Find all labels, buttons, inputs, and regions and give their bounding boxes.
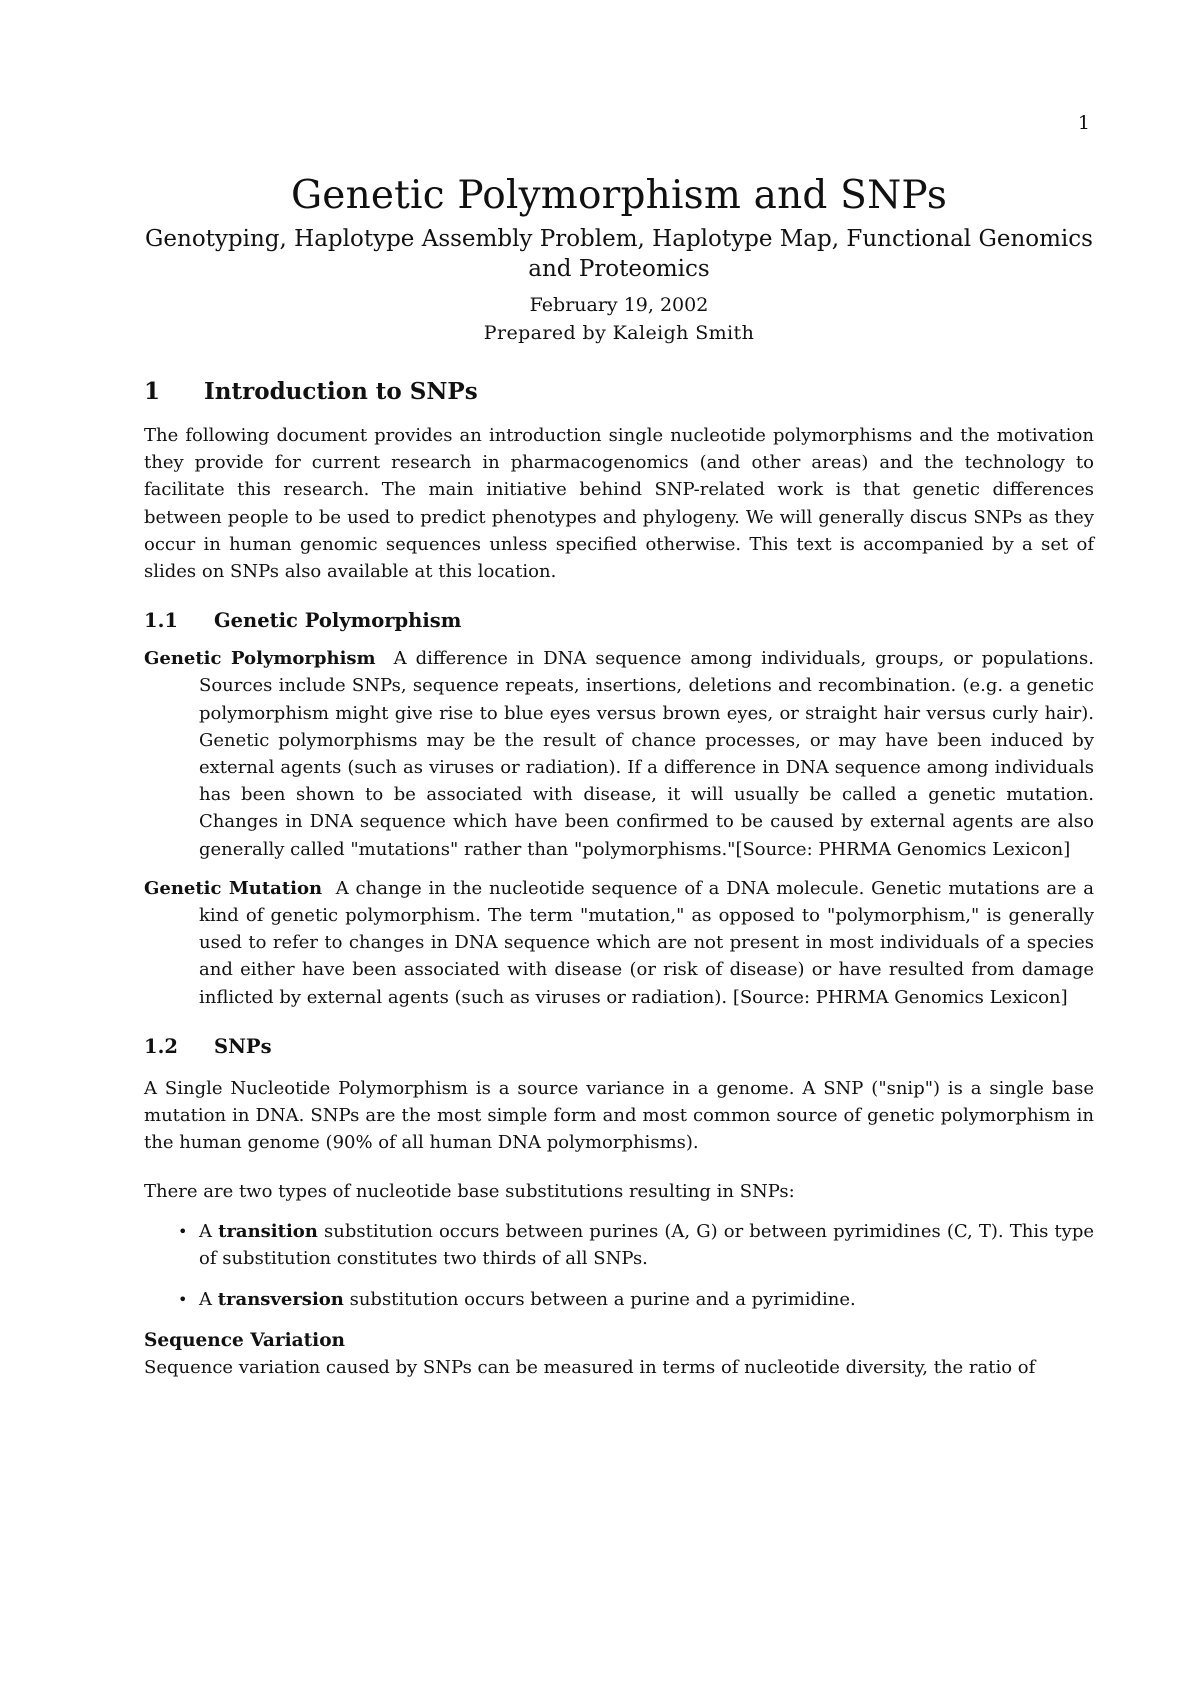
section-1-1-heading [144,607,1094,635]
definition-item [144,875,1094,1011]
page-number: 1 [1077,112,1090,134]
definition-text: A change in the nucleotide sequence of a DNA molecule. Genetic mutations are a kind of genetic polymorphism. The term "mutation," as opposed to "polymorphism," is generally used to refer to changes in DNA sequence which are not present in most individuals of a species and either have been associated with disease (or risk of disease) or have resulted from damage inflicted by external agents (such as viruses or radiation). [Source: PHRMA Genomics Lexicon] [199,877,1094,1008]
bullet-text: substitution occurs between a purine and a pyrimidine. [343,1289,856,1311]
document-author: Prepared by Kaleigh Smith [483,322,755,344]
subsection-number: 1.2 [144,1034,178,1058]
section-title: Introduction to SNPs [204,378,478,405]
definition-term: Genetic Polymorphism [144,648,376,670]
title-block [144,172,1094,348]
sequence-variation-heading: Sequence Variation [144,1330,345,1352]
snp-paragraph: A Single Nucleotide Polymorphism is a source variance in a genome. A SNP ("snip") is a single base mutation in DNA. SNPs are the most simple form and most common source of genetic polymorphism in the human genome (90% of all human DNA polymorphisms). [144,1077,1094,1154]
bullet-lead: A [199,1289,218,1311]
bullet-term: transition [218,1220,318,1242]
subsection-title: Genetic Polymorphism [214,609,462,633]
definition-list [144,645,1094,1011]
bullet-lead: A [199,1220,219,1242]
list-item [144,1286,1094,1313]
list-item [144,1218,1094,1272]
subsection-number: 1.1 [144,609,178,633]
substitution-list [144,1218,1094,1314]
section-1-heading [144,376,1094,408]
bullet-term: transversion [217,1289,344,1311]
section-1-2-heading [144,1033,1094,1061]
section-number: 1 [144,378,161,405]
document-date: February 19, 2002 [529,294,709,316]
definition-item [144,645,1094,863]
page-body [144,172,1094,1381]
document-title: Genetic Polymorphism and SNPs [290,173,948,218]
bullet-icon: • [178,1290,188,1310]
sequence-variation-text: Sequence variation caused by SNPs can be measured in terms of nucleotide diversity, the ratio of [144,1357,1036,1379]
bullet-text: substitution occurs between purines (A, G) or between pyrimidines (C, T). This type of substitution constitutes two thirds of all SNPs. [199,1220,1095,1269]
substitution-intro: There are two types of nucleotide base substitutions resulting in SNPs: [144,1181,795,1203]
document-subtitle: Genotyping, Haplotype Assembly Problem, Haplotype Map, Functional Genomics and Proteomics [145,226,1093,282]
definition-text: A difference in DNA sequence among individuals, groups, or populations. Sources include SNPs, sequence repeats, insertions, deletions and recombination. (e.g. a genetic polymorphism might give rise to blue eyes versus brown eyes, or straight hair versus curly hair). Genetic polymorphisms may be the result of chance processes, or may have been induced by external agents (such as viruses or radiation). If a difference in DNA sequence among individuals has been shown to be associated with disease, it will usually be called a genetic mutation. Changes in DNA sequence which have been confirmed to be caused by external agents are also generally called "mutations" rather than "polymorphisms."[Source: PHRMA Genomics Lexicon] [199,648,1094,860]
bullet-icon: • [178,1221,188,1241]
subsection-title: SNPs [214,1034,272,1058]
intro-paragraph: The following document provides an introduction single nucleotide polymorphisms and the motivation they provide for current research in pharmacogenomics (and other areas) and the technology to facilitate this research. The main initiative behind SNP-related work is that genetic differences between people to be used to predict phenotypes and phylogeny. We will generally discus SNPs as they occur in human genomic sequences unless specified otherwise. This text is accompanied by a set of slides on SNPs also available at this location. [144,425,1094,583]
definition-term: Genetic Mutation [144,877,323,899]
